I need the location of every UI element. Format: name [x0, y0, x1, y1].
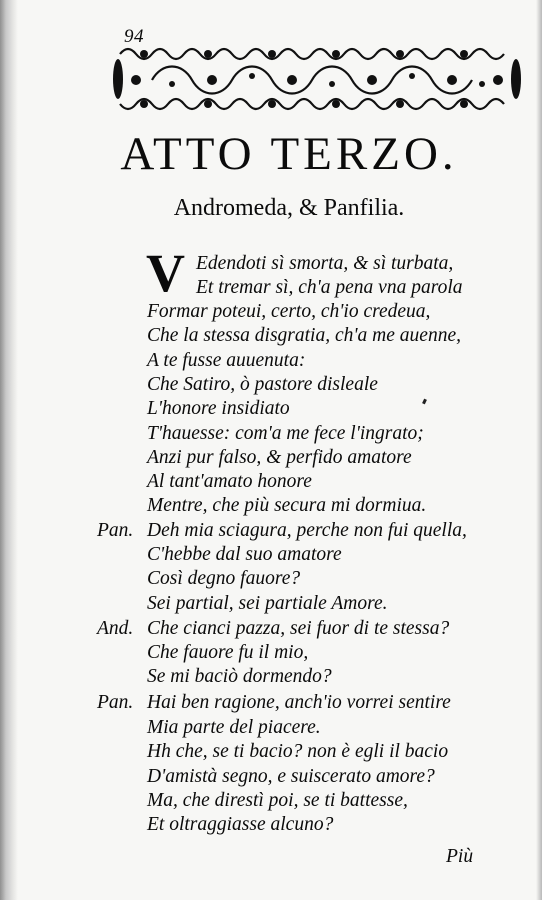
verse-line: Et tremar sì, ch'a pena vna parola [196, 277, 463, 298]
verse-line: Edendoti sì smorta, & sì turbata, [196, 253, 454, 274]
act-title: ATTO TERZO. [120, 128, 458, 180]
verse-line: Sei partial, sei partiale Amore. [147, 593, 388, 614]
speaker-label: Pan. [97, 520, 134, 541]
drop-cap: V [146, 243, 185, 303]
verse-line: Al tant'amato honore [147, 471, 312, 492]
verse-line: D'amistà segno, e suiscerato amore? [147, 766, 435, 787]
ornamental-headpiece [112, 40, 522, 118]
verse-line: L'honore insidiato [147, 398, 290, 419]
ink-speck [422, 399, 427, 405]
page-number: 94 [124, 26, 144, 47]
catchword: Più [446, 846, 474, 867]
verse-line: Mentre, che più secura mi dormiua. [147, 495, 427, 516]
speaker-label: And. [97, 618, 134, 639]
verse-line: Anzi pur falso, & perfido amatore [147, 447, 412, 468]
verse-line: Che cianci pazza, sei fuor di te stessa? [147, 618, 450, 639]
verse-line: Deh mia sciagura, perche non fui quella, [147, 520, 467, 541]
verse-line: Mia parte del piacere. [147, 717, 321, 738]
verse-line: Hai ben ragione, anch'io vorrei sentire [147, 692, 451, 713]
verse-line: Ma, che direstì poi, se ti battesse, [147, 790, 408, 811]
verse-line: Et oltraggiasse alcuno? [147, 814, 334, 835]
verse-line: Che Satiro, ò pastore disleale [147, 374, 378, 395]
verse-line: T'hauesse: com'a me fece l'ingrato; [147, 423, 424, 444]
verse-line: C'hebbe dal suo amatore [147, 544, 342, 565]
verse-line: Così degno fauore? [147, 568, 301, 589]
verse-line: Formar poteui, certo, ch'io credeua, [147, 301, 431, 322]
verse-line: Che la stessa disgratia, ch'a me auenne, [147, 325, 461, 346]
scene-characters: Andromeda, & Panfilia. [173, 195, 405, 221]
verse-line: Hh che, se ti bacio? non è egli il bacio [147, 741, 449, 762]
verse-line: A te fusse auuenuta: [147, 350, 306, 371]
verse-line: Che fauore fu il mio, [147, 642, 309, 663]
speaker-label: Pan. [97, 692, 134, 713]
verse-line: Se mi baciò dormendo? [147, 666, 332, 687]
